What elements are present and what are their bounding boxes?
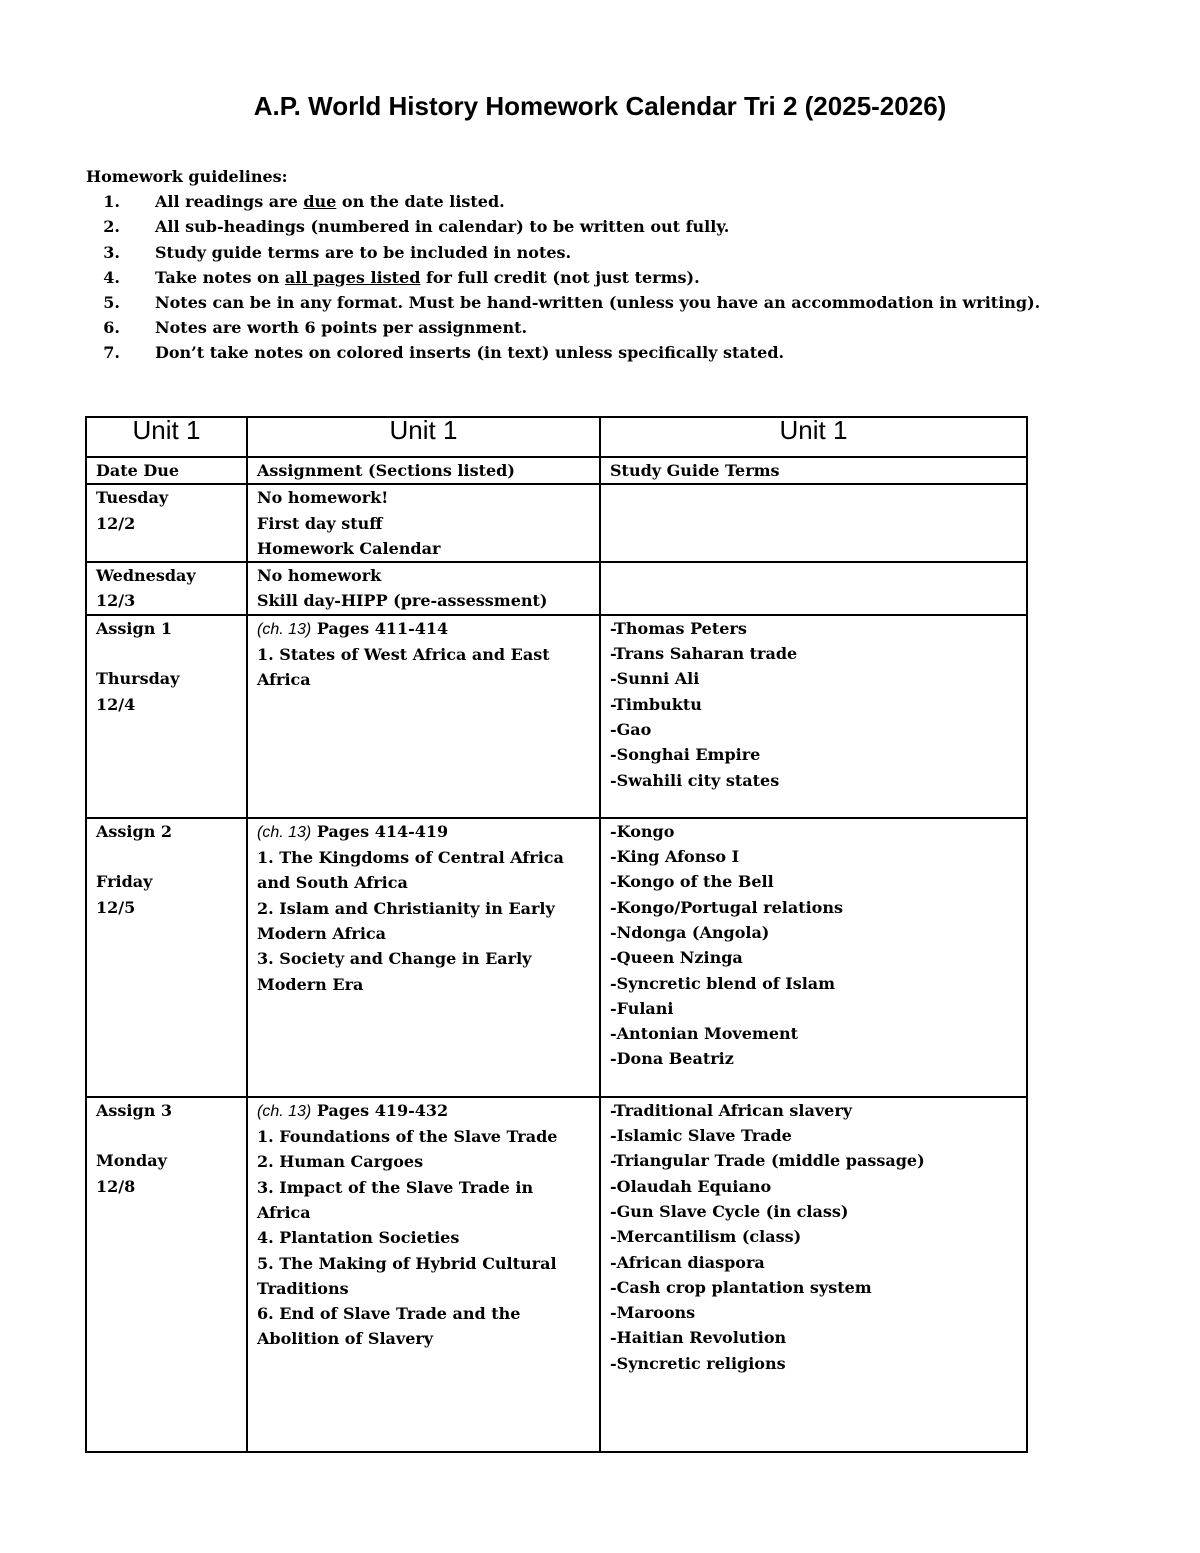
unit-header-row xyxy=(86,417,1027,457)
guideline-item: 6. Notes are worth 6 points per assignment. xyxy=(103,318,528,338)
homework-guidelines xyxy=(86,164,1166,366)
assignment-cell: (ch. 13) Pages 411-414 1. States of West Africa and East Africa xyxy=(247,615,600,818)
homework-calendar-table xyxy=(85,416,1028,1453)
guideline-item: 4. Take notes on all pages listed for full credit (not just terms). xyxy=(103,267,700,287)
terms-cell xyxy=(600,484,1027,562)
column-header-date: Date Due xyxy=(86,457,247,484)
assignment-cell: No homework! First day stuff Homework Calendar xyxy=(247,484,600,562)
unit-label: Unit 1 xyxy=(86,417,247,457)
date-cell: Assign 3 Monday 12/8 xyxy=(86,1097,247,1452)
table-row xyxy=(86,562,1027,615)
page-title: A.P. World History Homework Calendar Tri 2 (2025-2026) xyxy=(253,91,947,121)
date-cell: Assign 1 Thursday 12/4 xyxy=(86,615,247,818)
guideline-item: 3. Study guide terms are to be included in notes. xyxy=(103,242,572,262)
assignment-cell: (ch. 13) Pages 419-432 1. Foundations of the Slave Trade 2. Human Cargoes 3. Impact of the Slave Trade in Africa 4. Plantation Societies 5. The Making of Hybrid Cultural Traditions 6. End of Slave Trade and the Abolition of Slavery xyxy=(247,1097,600,1452)
guideline-item: 1. All readings are due on the date listed. xyxy=(103,192,505,212)
assignment-cell: (ch. 13) Pages 414-419 1. The Kingdoms of Central Africa and South Africa 2. Islam and Christianity in Early Modern Africa 3. Society and Change in Early Modern Era xyxy=(247,818,600,1097)
column-header-assignment: Assignment (Sections listed) xyxy=(247,457,600,484)
assignment-cell: No homework Skill day-HIPP (pre-assessment) xyxy=(247,562,600,615)
terms-cell: -Traditional African slavery -Islamic Slave Trade -Triangular Trade (middle passage) -Olaudah Equiano -Gun Slave Cycle (in class) -Mercantilism (class) -African diaspora -Cash crop plantation system -Maroons -Haitian Revolution -Syncretic religions xyxy=(600,1097,1027,1452)
table-row xyxy=(86,1097,1027,1452)
table-row xyxy=(86,615,1027,818)
guideline-item: 5. Notes can be in any format. Must be hand-written (unless you have an accommodation in writing). xyxy=(103,293,1041,313)
terms-cell: -Kongo -King Afonso I -Kongo of the Bell -Kongo/Portugal relations -Ndonga (Angola) -Queen Nzinga -Syncretic blend of Islam -Fulani -Antonian Movement -Dona Beatriz xyxy=(600,818,1027,1097)
guideline-item: 7. Don’t take notes on colored inserts (in text) unless specifically stated. xyxy=(103,343,785,363)
terms-cell: -Thomas Peters -Trans Saharan trade -Sunni Ali -Timbuktu -Gao -Songhai Empire -Swahili city states xyxy=(600,615,1027,818)
table-row xyxy=(86,484,1027,562)
table-row xyxy=(86,818,1027,1097)
column-header-row xyxy=(86,457,1027,484)
date-cell: Wednesday 12/3 xyxy=(86,562,247,615)
date-cell: Tuesday 12/2 xyxy=(86,484,247,562)
guideline-item: 2. All sub-headings (numbered in calendar) to be written out fully. xyxy=(103,217,730,237)
guidelines-heading: Homework guidelines: xyxy=(86,167,288,186)
column-header-terms: Study Guide Terms xyxy=(600,457,1027,484)
date-cell: Assign 2 Friday 12/5 xyxy=(86,818,247,1097)
unit-label: Unit 1 xyxy=(600,417,1027,457)
terms-cell xyxy=(600,562,1027,615)
unit-label: Unit 1 xyxy=(247,417,600,457)
guidelines-list xyxy=(86,189,1166,365)
